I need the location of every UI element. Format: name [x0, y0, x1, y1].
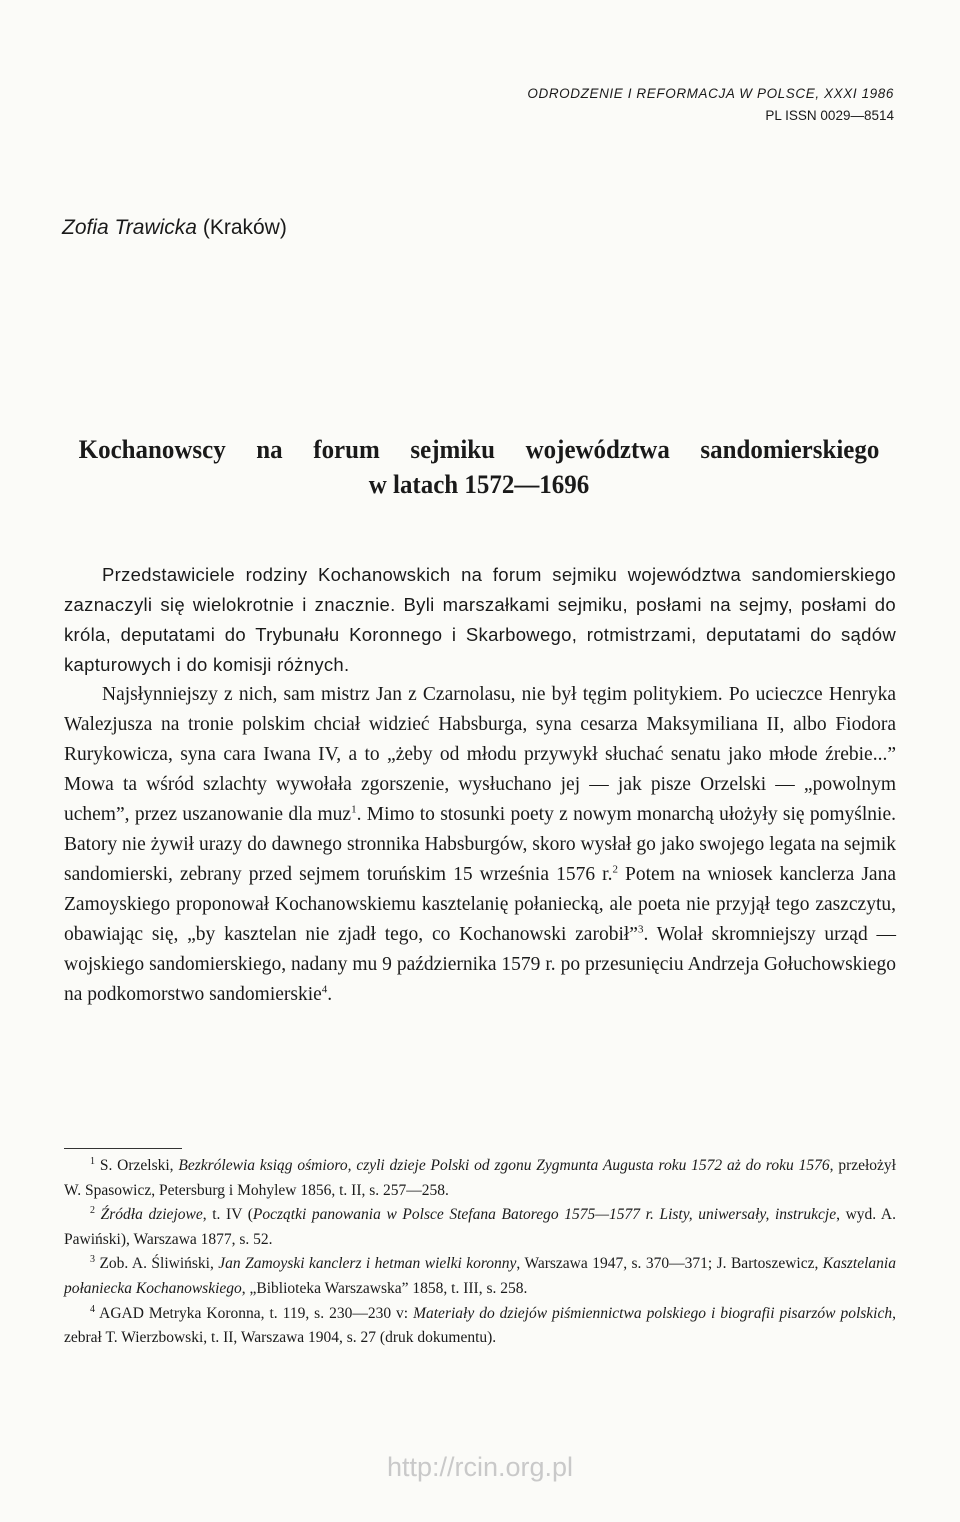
footnote-1-text-a: S. Orzelski, [95, 1157, 179, 1174]
footnote-4-title: Materiały do dziejów piśmiennictwa polskiego i biografii pisarzów polskich [413, 1304, 893, 1322]
paragraph-1: Przedstawiciele rodziny Kochanowskich na forum sejmiku województwa sandomierskiego zaznaczyli się wielokrotnie i znacznie. Byli marszałkami sejmiku, posłami na sejmy, posłami do króla, deputatami do Trybunału Koronnego i Skarbowego, rotmistrzami, deputatami do sądów kapturowych i do komisji różnych. [64, 564, 896, 675]
footnote-3-title-2: Kasztelania połaniecka Kochanowskiego [64, 1255, 896, 1297]
footnote-ref-4: 4 [321, 983, 328, 996]
footnote-4 [64, 1302, 896, 1351]
footnote-3-number: 3 [90, 1254, 95, 1266]
footnote-2-text-b: , wyd. A. Pawiński), Warszawa 1877, s. 52. [64, 1206, 897, 1248]
author-name: Zofia Trawicka [62, 216, 197, 239]
article-body [64, 560, 896, 1010]
footnotes [64, 1154, 896, 1351]
footnote-3-title: Jan Zamoyski kanclerz i hetman wielki koronny [218, 1255, 517, 1273]
footnote-1 [64, 1154, 896, 1203]
issn-number: PL ISSN 0029—8514 [765, 108, 894, 123]
footnote-2-text-a: , t. IV ( [202, 1206, 253, 1224]
article-title [79, 432, 880, 502]
paragraph-2-part-b: . Mimo to stosunki poety z nowym monarchą ułożyły się pomyślnie. Batory nie żywił urazy do dawnego stronnika Habsburgów, skoro wysłał go jako swojego legata na sejmik sandomierski, zebrany przed sejmem toruńskim 15 września 1576 r. [64, 804, 897, 885]
footnote-1-title: Bezkrólewia ksiąg ośmioro, czyli dzieje Polski od zgonu Zygmunta Augusta roku 1572 aż do roku 1576 [178, 1157, 830, 1174]
journal-title: ODRODZENIE I REFORMACJA W POLSCE, XXXI 1986 [527, 86, 894, 101]
footnote-4-text-b: , zebrał T. Wierzbowski, t. II, Warszawa 1904, s. 27 (druk dokumentu). [64, 1304, 896, 1347]
footnote-1-number: 1 [90, 1155, 95, 1167]
footnote-2-title: Źródła dziejowe [95, 1206, 203, 1224]
paragraph-2 [64, 680, 896, 1010]
footnote-3-text-b: , Warszawa 1947, s. 370—371; J. Bartoszewicz, [516, 1255, 823, 1273]
footnote-2-subtitle: Początki panowania w Polsce Stefana Batorego 1575—1577 r. Listy, uniwersały, instrukcje [252, 1206, 837, 1224]
paragraph-2-part-c: Potem na wniosek kanclerza Jana Zamoyskiego proponował Kochanowskiemu kasztelanię połaniecką, ale poeta nie przyjął tego zaszczytu, obawiając się, „by kasztelan nie zjadł tego, co Kochanowski zarobił” [64, 864, 896, 945]
author-place: (Kraków) [202, 216, 287, 239]
footnote-ref-3: 3 [637, 923, 644, 936]
footnote-divider [64, 1148, 182, 1149]
footnote-ref-1: 1 [351, 803, 357, 816]
paragraph-2-part-e: . [327, 984, 333, 1005]
paragraph-2-part-d: . Wolał skromniejszy urząd — wojskiego sandomierskiego, nadany mu 9 października 1579 r. po przesunięciu Andrzeja Gołuchowskiego na podkomorstwo sandomierskie [64, 924, 896, 1005]
footnote-ref-2: 2 [612, 863, 618, 876]
footnote-2 [64, 1203, 896, 1252]
watermark: http://rcin.org.pl [386, 1452, 574, 1482]
footnote-3 [64, 1252, 896, 1301]
footnote-4-number: 4 [90, 1303, 95, 1315]
article-title-line-1: Kochanowscy na forum sejmiku województwa sandomierskiego [78, 435, 880, 464]
author-line [62, 216, 287, 240]
journal-header [527, 83, 894, 127]
paragraph-2-part-a: Najsłynniejszy z nich, sam mistrz Jan z Czarnolasu, nie był tęgim politykiem. Po ucieczce Henryka Walezjusza na tronie polskim chciał widzieć Habsburga, syna cesarza Maksymiliana II, albo Fiodora Rurykowicza, syna cara Iwana IV, a to „żeby od młodu przywykł słuchać senatu jako młode źrebie...” Mowa ta wśród szlachty wywołała zgorszenie, wysłuchano jej — jak pisze Orzelski — „powolnym uchem”, przez uszanowanie dla muz [64, 684, 896, 825]
footnote-4-text-a: AGAD Metryka Koronna, t. 119, s. 230—230 v: [95, 1304, 414, 1322]
footnote-2-number: 2 [90, 1205, 95, 1217]
footnote-3-text-c: , „Biblioteka Warszawska” 1858, t. III, s. 258. [241, 1279, 528, 1297]
footnote-1-text-b: , przełożył W. Spasowicz, Petersburg i Mohylew 1856, t. II, s. 257—258. [64, 1157, 896, 1199]
footnote-3-text-a: Zob. A. Śliwiński, [95, 1255, 219, 1273]
article-title-line-2: w latach 1572—1696 [368, 470, 590, 499]
